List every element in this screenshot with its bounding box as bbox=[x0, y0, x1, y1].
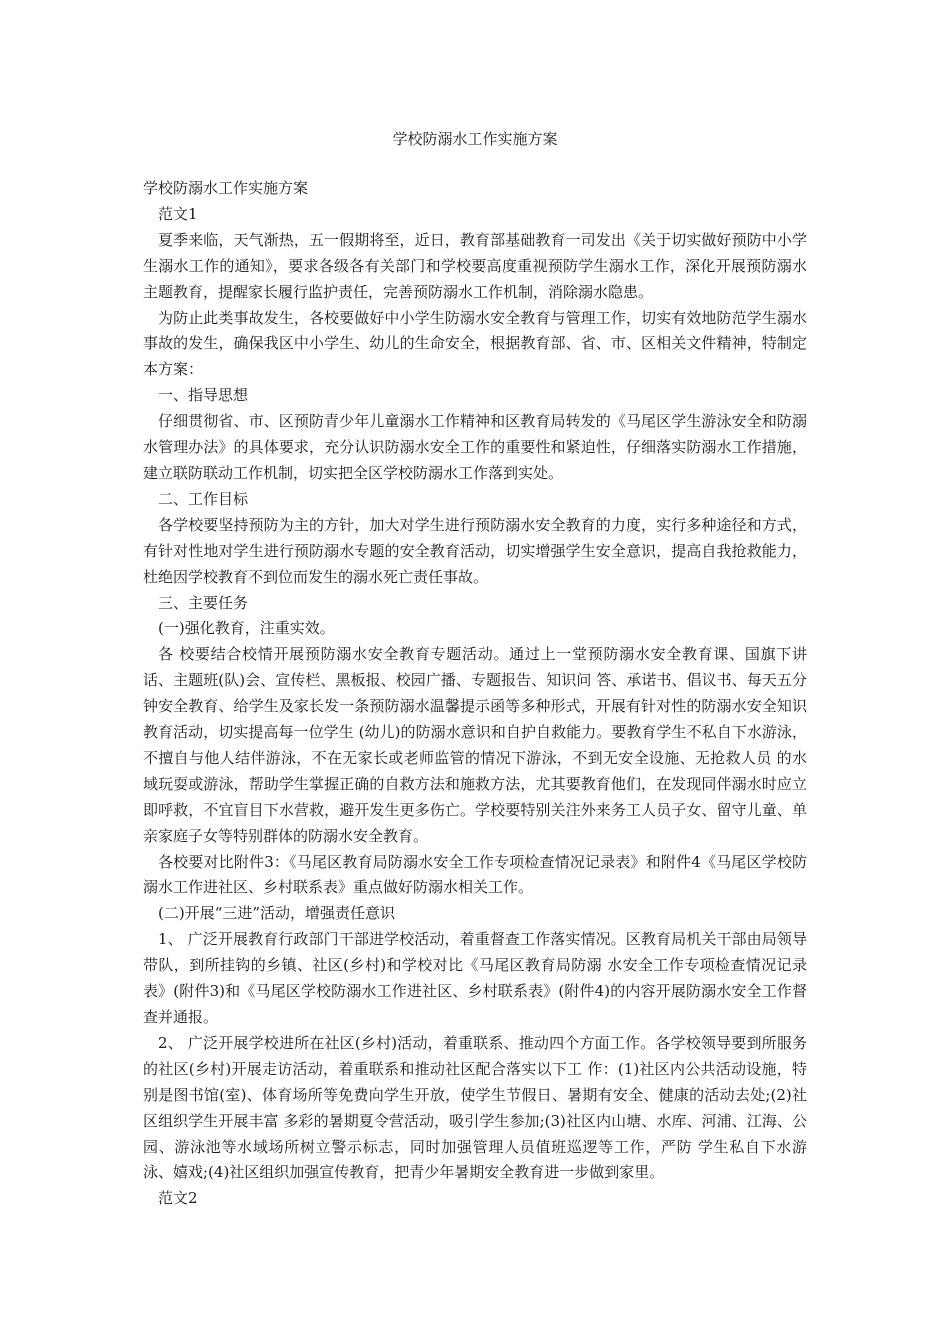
section-heading-main-tasks: 三、主要任务 bbox=[158, 593, 249, 612]
paragraph-intro: 夏季来临，天气渐热，五一假期将至，近日，教育部基础教育一司发出《关于切实做好预防中小学生溺水工作的通知》，要求各级各有关部门和学校要高度重视预防学生溺水工作，深化开展预防溺水主题教育，提醒家长履行监护责任，完善预防溺水工作机制，消除溺水隐患。 bbox=[143, 230, 807, 301]
paragraph-item-1: 1、 广泛开展教育行政部门干部进学校活动，着重督查工作落实情况。区教育局机关干部由局领导带队，到所挂钩的乡镇、社区(乡村)和学校对比《马尾区教育局防溺 水安全工作专项检查情况记录表》(附件3)和《马尾区学校防溺水工作进社区、乡村联系表》(附件4)的内容开展防溺水安全工作督查并通报。 bbox=[143, 930, 807, 1026]
doc-heading: 学校防溺水工作实施方案 bbox=[143, 179, 309, 197]
subheading-three-entries: (二)开展“三进”活动，增强责任意识 bbox=[158, 904, 396, 923]
section-heading-guiding-thought: 一、指导思想 bbox=[158, 386, 249, 405]
section-label-sample-2: 范文2 bbox=[158, 1189, 198, 1208]
paragraph-education: 各 校要结合校情开展预防溺水安全教育专题活动。通过上一堂预防溺水安全教育课、国旗下讲话、主题班(队)会、宣传栏、黑板报、校园广播、专题报告、知识问 答、承诺书、倡议书、每天五分钟安全教育、给学生及家长发一条预防溺水温馨提示函等多种形式，开展有针对性的防溺水安全知识教育活动，切实提高每一位学生 (幼儿)的防溺水意识和自护自救能力。要教育学生不私自下水游泳，不擅自与他人结伴游泳，不在无家长或老师监管的情况下游泳，不到无安全设施、无抢救人员 的水域玩耍或游泳，帮助学生掌握正确的自救方法和施救方法，尤其要教育他们，在发现同伴溺水时应立即呼救，不宜盲目下水营救，避开发生更多伤亡。学校要特别关注外来务工人员子女、留守儿童、单亲家庭子女等特别群体的防溺水安全教育。 bbox=[143, 645, 807, 845]
page-title: 学校防溺水工作实施方案 bbox=[392, 130, 558, 148]
subheading-education: (一)强化教育，注重实效。 bbox=[158, 619, 335, 638]
paragraph-item-2: 2、 广泛开展学校进所在社区(乡村)活动，着重联系、推动四个方面工作。各学校领导要到所服务的社区(乡村)开展走访活动，着重联系和推动社区配合落实以下工 作：(1)社区内公共活动设施，特别是图书馆(室)、体育场所等免费向学生开放，使学生节假日、暑期有安全、健康的活动去处;(2)社区组织学生开展丰富 多彩的暑期夏令营活动，吸引学生参加;(3)社区内山塘、水库、河浦、江海、公园、游泳池等水域场所树立警示标志，同时加强管理人员值班巡逻等工作，严防 学生私自下水游泳、嬉戏;(4)社区组织加强宣传教育，把青少年暑期安全教育进一步做到家里。 bbox=[143, 1033, 807, 1182]
paragraph-purpose: 为防止此类事故发生，各校要做好中小学生防溺水安全教育与管理工作，切实有效地防范学生溺水事故的发生，确保我区中小学生、幼儿的生命安全，根据教育部、省、市、区相关文件精神，特制定本方案： bbox=[143, 308, 807, 379]
section-heading-work-goals: 二、工作目标 bbox=[158, 489, 249, 508]
paragraph-work-goals: 各学校要坚持预防为主的方针，加大对学生进行预防溺水安全教育的力度，实行多种途径和方式，有针对性地对学生进行预防溺水专题的安全教育活动，切实增强学生安全意识，提高自我抢救能力，杜绝因学校教育不到位而发生的溺水死亡责任事故。 bbox=[143, 515, 807, 586]
document-body bbox=[143, 176, 807, 1212]
section-label-sample-1: 范文1 bbox=[158, 204, 198, 223]
paragraph-attachments: 各校要对比附件3：《马尾区教育局防溺水安全工作专项检查情况记录表》和附件4《马尾区学校防溺水工作进社区、乡村联系表》重点做好防溺水相关工作。 bbox=[143, 852, 807, 897]
paragraph-guiding-thought: 仔细贯彻省、市、区预防青少年儿童溺水工作精神和区教育局转发的《马尾区学生游泳安全和防溺水管理办法》的具体要求，充分认识防溺水安全工作的重要性和紧迫性，仔细落实防溺水工作措施，建立联防联动工作机制，切实把全区学校防溺水工作落到实处。 bbox=[143, 412, 807, 482]
